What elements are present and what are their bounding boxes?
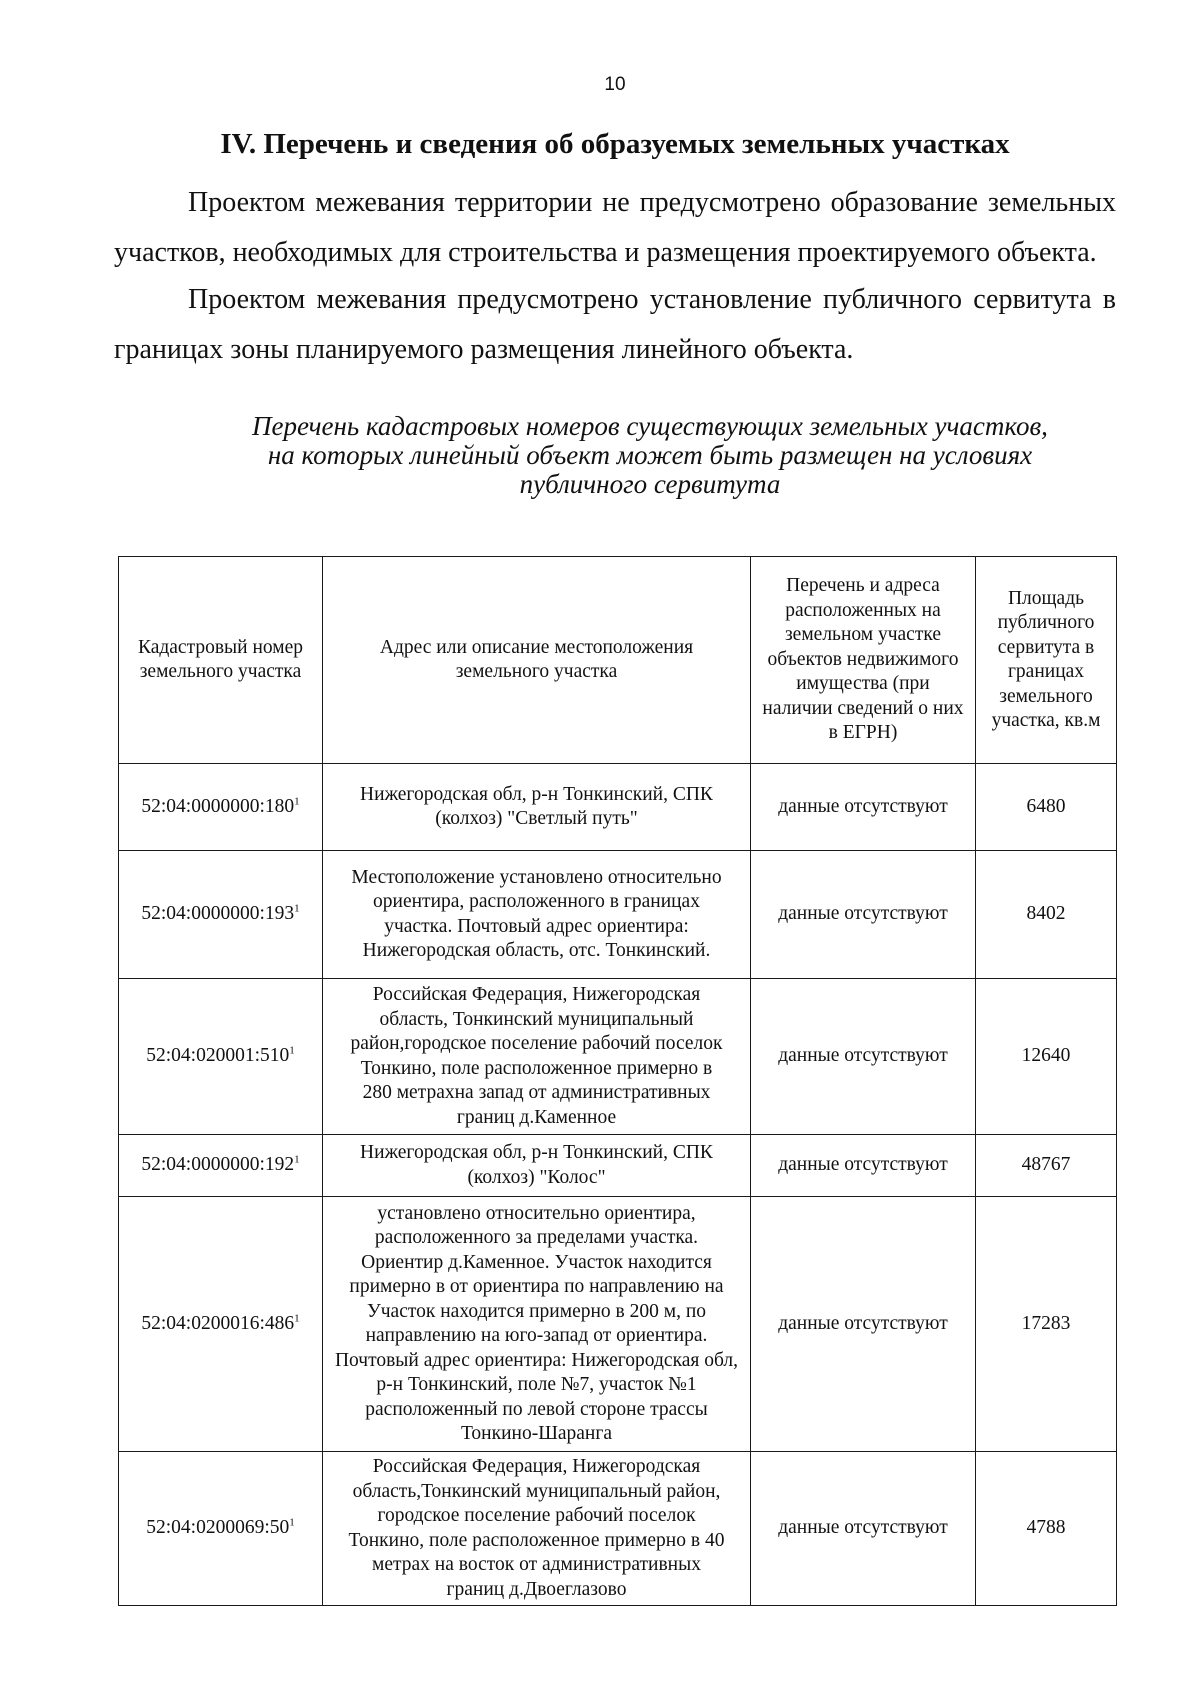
cell-objects: данные отсутствуют <box>751 851 976 979</box>
cell-servitude-area: 48767 <box>976 1135 1117 1197</box>
footnote-mark: 1 <box>294 902 300 915</box>
header-cadastral-number: Кадастровый номер земельного участка <box>119 557 323 764</box>
cell-cadastral-number <box>119 764 323 851</box>
cell-servitude-area: 12640 <box>976 979 1117 1135</box>
table-caption-line: на которых линейный объект может быть размещен на условиях <box>267 440 1033 470</box>
cell-cadastral-number <box>119 1452 323 1606</box>
cadastral-number: 52:04:0000000:193 <box>141 903 295 925</box>
paragraph-public-servitude: Проектом межевания предусмотрено установление публичного сервитута в границах зоны планируемого размещения линейного объекта. <box>114 284 1116 365</box>
cadastral-number: 52:04:0000000:192 <box>141 1154 295 1176</box>
footnote-mark: 1 <box>294 795 300 808</box>
cell-objects: данные отсутствуют <box>751 979 976 1135</box>
table-row <box>119 1452 1117 1606</box>
page-number: 10 <box>604 74 626 95</box>
footnote-mark: 1 <box>294 1312 300 1325</box>
paragraph-no-land-formation: Проектом межевания территории не предусмотрено образование земельных участков, необходимых для строительства и размещения проектируемого объекта. <box>114 187 1116 268</box>
header-objects: Перечень и адреса расположенных на земельном участке объектов недвижимого имущества (при наличии сведений о них в ЕГРН) <box>751 557 976 764</box>
cadastral-number: 52:04:0200069:50 <box>146 1517 290 1539</box>
cell-servitude-area: 8402 <box>976 851 1117 979</box>
cell-address: Российская Федерация, Нижегородская область,Тонкинский муниципальный район, городское поселение рабочий поселок Тонкино, поле расположенное примерно в 40 метрах на восток от административных границ д.Двоеглазово <box>323 1452 751 1606</box>
cell-cadastral-number <box>119 1197 323 1452</box>
table-row <box>119 851 1117 979</box>
cell-objects: данные отсутствуют <box>751 1197 976 1452</box>
cell-address: Российская Федерация, Нижегородская область, Тонкинский муниципальный район,городское поселение рабочий поселок Тонкино, поле расположенное примерно в 280 метрахна запад от административных границ д.Каменное <box>323 979 751 1135</box>
table-header-row <box>119 557 1117 764</box>
header-servitude-area: Площадь публичного сервитута в границах земельного участка, кв.м <box>976 557 1117 764</box>
cell-address: Нижегородская обл, р-н Тонкинский, СПК (колхоз) "Светлый путь" <box>323 764 751 851</box>
table-row <box>119 764 1117 851</box>
table-row <box>119 1197 1117 1452</box>
header-address: Адрес или описание местоположения земельного участка <box>323 557 751 764</box>
footnote-mark: 1 <box>289 1516 295 1529</box>
footnote-mark: 1 <box>289 1044 295 1057</box>
cell-address: установлено относительно ориентира, расположенного за пределами участка. Ориентир д.Каменное. Участок находится примерно в от ориентира по направлению на Участок находится примерно в 200 м, по направлению на юго-запад от ориентира. Почтовый адрес ориентира: Нижегородская обл, р-н Тонкинский, поле №7, участок №1 расположенный по левой стороне трассы Тонкино-Шаранга <box>323 1197 751 1452</box>
cell-cadastral-number <box>119 1135 323 1197</box>
land-plots-table <box>118 556 1117 1606</box>
cadastral-number: 52:04:020001:510 <box>146 1045 290 1067</box>
cadastral-number: 52:04:0000000:180 <box>141 795 295 817</box>
cell-address: Местоположение установлено относительно ориентира, расположенного в границах участка. Почтовый адрес ориентира: Нижегородская область, отс. Тонкинский. <box>323 851 751 979</box>
table-caption <box>180 412 1120 499</box>
cell-objects: данные отсутствуют <box>751 1135 976 1197</box>
cell-servitude-area: 17283 <box>976 1197 1117 1452</box>
cell-address: Нижегородская обл, р-н Тонкинский, СПК (колхоз) "Колос" <box>323 1135 751 1197</box>
table-caption-line: Перечень кадастровых номеров существующих земельных участков, <box>252 411 1048 441</box>
cell-servitude-area: 6480 <box>976 764 1117 851</box>
cell-cadastral-number <box>119 851 323 979</box>
cadastral-number: 52:04:0200016:486 <box>141 1312 295 1334</box>
table-caption-line: публичного сервитута <box>519 469 781 499</box>
cell-servitude-area: 4788 <box>976 1452 1117 1606</box>
cell-objects: данные отсутствуют <box>751 764 976 851</box>
cell-cadastral-number <box>119 979 323 1135</box>
section-heading: IV. Перечень и сведения об образуемых земельных участках <box>220 128 1010 160</box>
table-row <box>119 979 1117 1135</box>
table-row <box>119 1135 1117 1197</box>
footnote-mark: 1 <box>294 1153 300 1166</box>
cell-objects: данные отсутствуют <box>751 1452 976 1606</box>
